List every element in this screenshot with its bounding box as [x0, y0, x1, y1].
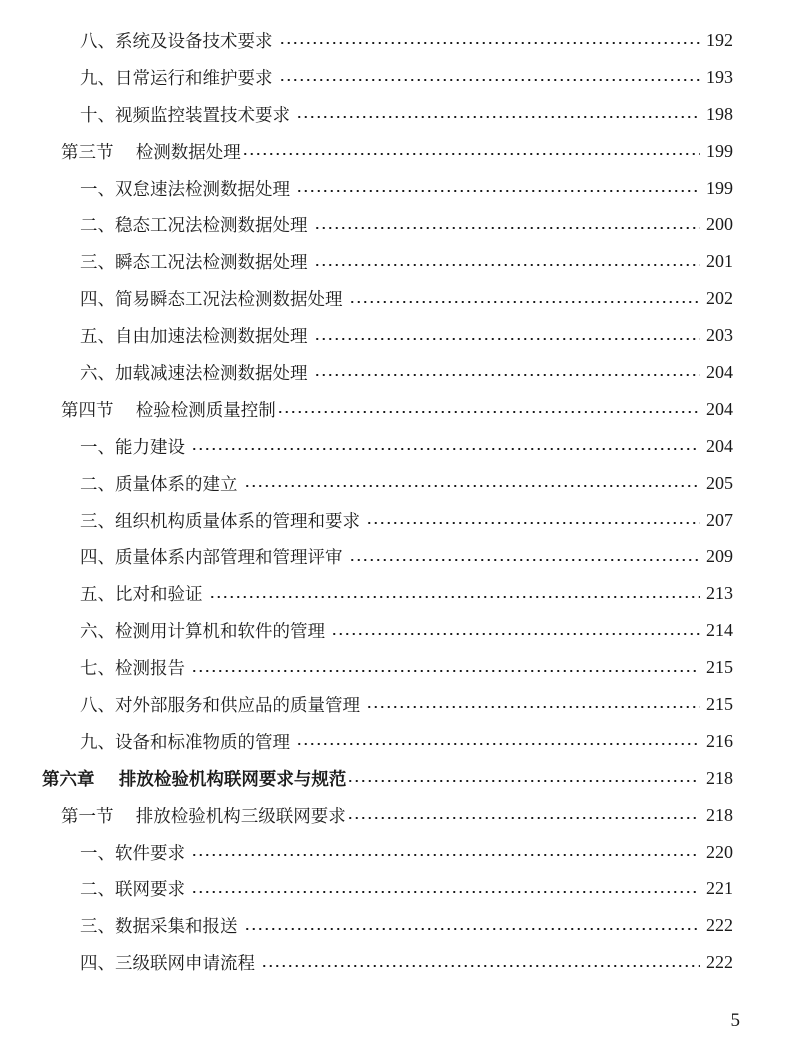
dot-leader: [191, 670, 700, 672]
toc-entry[interactable]: [0, 870, 790, 907]
toc-entry-page: 201: [706, 251, 733, 272]
toc-entry-page: 215: [706, 693, 733, 714]
toc-entry-title: 第一节 排放检验机构三级联网要求: [61, 806, 346, 827]
toc-entry[interactable]: [0, 428, 790, 465]
toc-entry[interactable]: [0, 502, 790, 539]
dot-leader: [209, 596, 701, 598]
toc-entry-title: 一、能力建设: [80, 437, 185, 458]
toc-entry-title: 十、视频监控装置技术要求: [80, 105, 290, 126]
toc-entry-title: 九、日常运行和维护要求: [80, 68, 273, 89]
dot-leader: [242, 153, 700, 155]
toc-entry-page: 218: [706, 767, 733, 788]
toc-entry-title: 二、联网要求: [80, 880, 185, 901]
dot-leader: [244, 928, 701, 930]
toc-entry[interactable]: [0, 243, 790, 280]
toc-entry[interactable]: [0, 96, 790, 133]
toc-entry[interactable]: [0, 797, 790, 834]
toc-entry-title: 二、质量体系的建立: [80, 474, 238, 495]
dot-leader: [314, 338, 701, 340]
toc-entry-page: 199: [706, 177, 733, 198]
toc-entry[interactable]: [0, 170, 790, 207]
toc-entry-title: 五、比对和验证: [80, 585, 203, 606]
toc-entry-title: 三、组织机构质量体系的管理和要求: [80, 511, 360, 532]
dot-leader: [314, 227, 701, 229]
toc-entry[interactable]: [0, 206, 790, 243]
toc-entry-page: 204: [706, 435, 733, 456]
dot-leader: [261, 965, 700, 967]
dot-leader: [366, 522, 700, 524]
toc-entry-page: 221: [706, 878, 733, 899]
dot-leader: [314, 264, 701, 266]
toc-entry-page: 204: [706, 398, 733, 419]
toc-entry-page: 222: [706, 952, 733, 973]
dot-leader: [347, 817, 700, 819]
toc-entry-title: 四、三级联网申请流程: [80, 954, 255, 975]
toc-entry-title: 二、稳态工况法检测数据处理: [80, 216, 308, 237]
dot-leader: [296, 743, 700, 745]
dot-leader: [279, 79, 701, 81]
toc-entry-title: 七、检测报告: [80, 659, 185, 680]
toc-entry[interactable]: [0, 612, 790, 649]
page-number: 5: [730, 1010, 740, 1031]
toc-entry-page: 205: [706, 472, 733, 493]
toc-entry[interactable]: [0, 280, 790, 317]
toc-entry[interactable]: [0, 538, 790, 575]
dot-leader: [296, 116, 700, 118]
toc-entry-page: 220: [706, 841, 733, 862]
toc-entry[interactable]: [0, 834, 790, 871]
toc-entry[interactable]: [0, 465, 790, 502]
toc-entry-title: 六、检测用计算机和软件的管理: [80, 622, 325, 643]
toc-entry[interactable]: [0, 723, 790, 760]
toc-entry-page: 218: [706, 804, 733, 825]
dot-leader: [366, 706, 700, 708]
dot-leader: [349, 559, 701, 561]
dot-leader: [191, 891, 700, 893]
dot-leader: [347, 780, 700, 782]
table-of-contents: [0, 22, 790, 981]
dot-leader: [331, 633, 700, 635]
dot-leader: [349, 301, 701, 303]
toc-entry-page: 204: [706, 361, 733, 382]
toc-entry-page: 222: [706, 915, 733, 936]
toc-entry[interactable]: [0, 391, 790, 428]
dot-leader: [279, 42, 701, 44]
toc-entry-page: 192: [706, 29, 733, 50]
toc-entry[interactable]: [0, 907, 790, 944]
toc-entry-page: 202: [706, 288, 733, 309]
toc-entry-page: 199: [706, 140, 733, 161]
toc-entry-page: 200: [706, 214, 733, 235]
toc-entry[interactable]: [0, 133, 790, 170]
toc-entry-title: 四、质量体系内部管理和管理评审: [80, 548, 343, 569]
toc-entry[interactable]: [0, 649, 790, 686]
toc-entry-page: 193: [706, 66, 733, 87]
toc-entry-title: 八、对外部服务和供应品的质量管理: [80, 695, 360, 716]
toc-entry[interactable]: [0, 944, 790, 981]
dot-leader: [191, 854, 700, 856]
toc-entry[interactable]: [0, 575, 790, 612]
toc-entry-title: 四、简易瞬态工况法检测数据处理: [80, 290, 343, 311]
dot-leader: [191, 448, 700, 450]
toc-entry-title: 一、双怠速法检测数据处理: [80, 179, 290, 200]
toc-entry-page: 216: [706, 730, 733, 751]
toc-entry-title: 一、软件要求: [80, 843, 185, 864]
toc-entry-title: 八、系统及设备技术要求: [80, 31, 273, 52]
toc-entry-title: 九、设备和标准物质的管理: [80, 732, 290, 753]
toc-entry[interactable]: [0, 760, 790, 797]
toc-entry-page: 214: [706, 620, 733, 641]
toc-entry-page: 203: [706, 325, 733, 346]
toc-entry[interactable]: [0, 59, 790, 96]
toc-entry-title: 五、自由加速法检测数据处理: [80, 327, 308, 348]
toc-entry-page: 213: [706, 583, 733, 604]
dot-leader: [314, 374, 701, 376]
toc-entry-page: 207: [706, 509, 733, 530]
toc-entry-title: 第三节 检测数据处理: [61, 142, 241, 163]
toc-entry-page: 198: [706, 103, 733, 124]
dot-leader: [244, 485, 701, 487]
dot-leader: [296, 190, 700, 192]
toc-entry-title: 第四节 检验检测质量控制: [61, 400, 276, 421]
toc-entry-title: 三、瞬态工况法检测数据处理: [80, 253, 308, 274]
toc-entry-title: 三、数据采集和报送: [80, 917, 238, 938]
toc-entry-title: 六、加载减速法检测数据处理: [80, 363, 308, 384]
toc-entry[interactable]: [0, 317, 790, 354]
toc-entry[interactable]: [0, 354, 790, 391]
toc-entry-page: 209: [706, 546, 733, 567]
toc-entry-page: 215: [706, 657, 733, 678]
toc-entry-title: 第六章 排放检验机构联网要求与规范: [42, 769, 347, 790]
toc-entry[interactable]: [0, 22, 790, 59]
toc-entry[interactable]: [0, 686, 790, 723]
dot-leader: [277, 411, 700, 413]
